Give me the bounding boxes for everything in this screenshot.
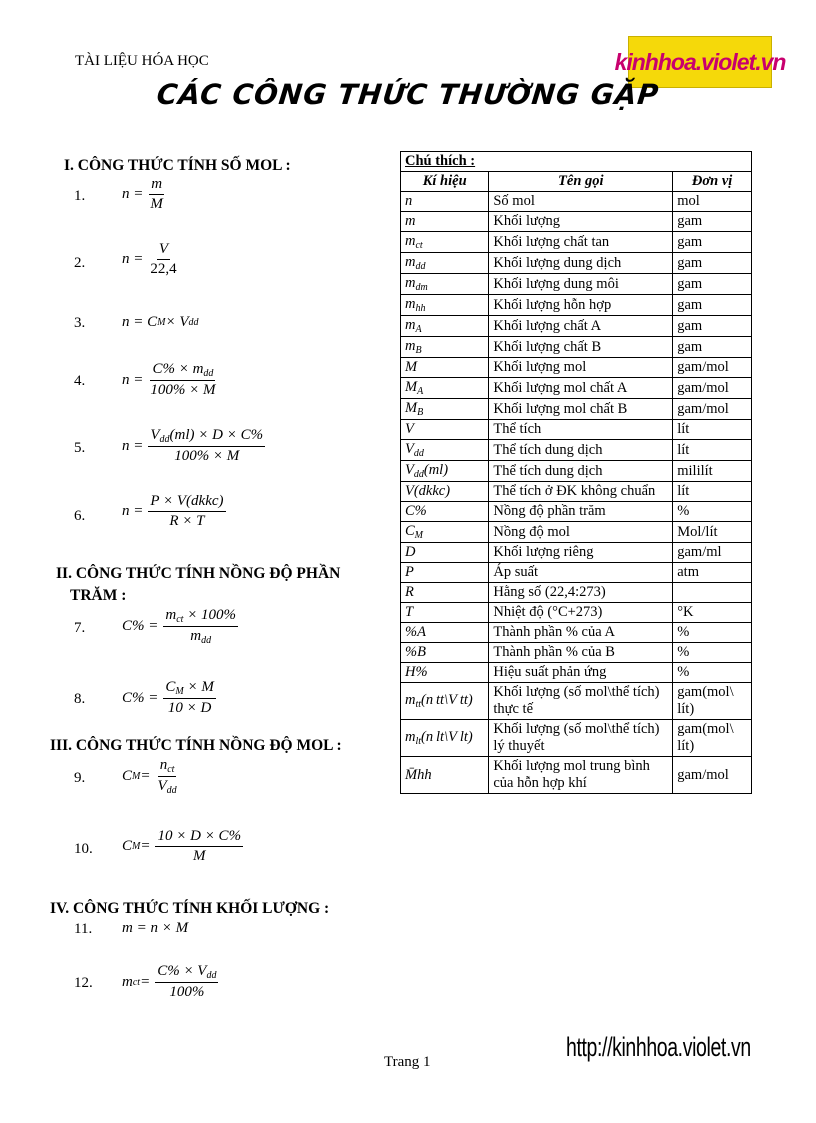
legend-unit: gam/mol bbox=[673, 358, 752, 378]
legend-symbol: T bbox=[401, 603, 489, 623]
legend-symbol: M̄hh bbox=[401, 757, 489, 794]
legend-symbol: $m_{lt}(n$ lt\V lt) bbox=[401, 720, 489, 757]
table-row bbox=[401, 583, 752, 603]
logo-text: kinhhoa.violet.vn bbox=[614, 48, 786, 75]
legend-symbol: $m_{hh}$ bbox=[401, 295, 489, 316]
legend-symbol: $V_{dd}$ bbox=[401, 440, 489, 461]
legend-name: Áp suất bbox=[489, 563, 673, 583]
table-row bbox=[401, 378, 752, 399]
formula-7: C% = $\frac{m_{ct} \times 100\%}{m_{dd}}$ bbox=[122, 607, 237, 646]
table-row bbox=[401, 399, 752, 420]
table-row bbox=[401, 420, 752, 440]
legend-name: Khối lượng mol trung bình của hỗn hợp khí bbox=[489, 757, 673, 794]
legend-unit: gam/mol bbox=[673, 399, 752, 420]
legend-symbol: %B bbox=[401, 643, 489, 663]
formula-11: m = n × M bbox=[122, 920, 189, 936]
table-row bbox=[401, 192, 752, 212]
legend-name: Thể tích ở ĐK không chuẩn bbox=[489, 482, 673, 502]
legend-symbol: $V_{dd}(ml)$ bbox=[401, 461, 489, 482]
formula-number: 10. bbox=[74, 841, 93, 857]
formula-1: n = $\frac{m}{M}$ bbox=[122, 176, 163, 212]
legend-symbol: P bbox=[401, 563, 489, 583]
legend-symbol: H% bbox=[401, 663, 489, 683]
table-row bbox=[401, 522, 752, 543]
legend-symbol: D bbox=[401, 543, 489, 563]
table-row bbox=[401, 663, 752, 683]
table-row bbox=[401, 720, 752, 757]
legend-unit: mol bbox=[673, 192, 752, 212]
table-row bbox=[401, 482, 752, 502]
legend-symbol: $m_{ct}$ bbox=[401, 232, 489, 253]
legend-name: Thể tích dung dịch bbox=[489, 440, 673, 461]
formula-8: C% = $\frac{C_M \times M}{10 \times D}$ bbox=[122, 679, 214, 716]
legend-unit: Mol/lít bbox=[673, 522, 752, 543]
header-symbol: Kí hiệu bbox=[401, 172, 489, 192]
table-row bbox=[401, 603, 752, 623]
legend-symbol: C% bbox=[401, 502, 489, 522]
legend-symbol: R bbox=[401, 583, 489, 603]
legend-unit: gam(mol\ lít) bbox=[673, 683, 752, 720]
table-row bbox=[401, 358, 752, 378]
legend-symbol: $m_{dm}$ bbox=[401, 274, 489, 295]
document-label: TÀI LIỆU HÓA HỌC bbox=[75, 53, 209, 69]
legend-name: Khối lượng mol bbox=[489, 358, 673, 378]
formula-number: 8. bbox=[74, 691, 86, 707]
table-row bbox=[401, 543, 752, 563]
page-number: Trang 1 bbox=[384, 1054, 431, 1070]
table-row bbox=[401, 316, 752, 337]
header-unit: Đơn vị bbox=[673, 172, 752, 192]
legend-symbol: $m_{tt}(n$ tt\V tt) bbox=[401, 683, 489, 720]
legend-unit: lít bbox=[673, 482, 752, 502]
legend-name: Khối lượng chất A bbox=[489, 316, 673, 337]
table-row bbox=[401, 623, 752, 643]
legend-name: Thể tích bbox=[489, 420, 673, 440]
formula-number: 3. bbox=[74, 315, 86, 331]
legend-symbol: $m_B$ bbox=[401, 337, 489, 358]
formula-9: C M = $\frac{n_{ct}}{V_{dd}}$ bbox=[122, 757, 177, 796]
legend-title: Chú thích : bbox=[401, 152, 752, 172]
table-row bbox=[401, 683, 752, 720]
legend-unit: gam bbox=[673, 232, 752, 253]
page-title: CÁC CÔNG THỨC THƯỜNG GẶP bbox=[155, 78, 661, 111]
legend-name: Thành phần % của A bbox=[489, 623, 673, 643]
legend-name: Khối lượng chất tan bbox=[489, 232, 673, 253]
legend-unit: gam bbox=[673, 337, 752, 358]
legend-table bbox=[400, 151, 752, 794]
legend-name: Khối lượng hỗn hợp bbox=[489, 295, 673, 316]
legend-unit: gam bbox=[673, 295, 752, 316]
legend-unit: % bbox=[673, 663, 752, 683]
formula-2: n = $\frac{V}{22,4}$ bbox=[122, 241, 177, 277]
site-url-link[interactable]: http://kinhhoa.violet.vn bbox=[566, 1032, 751, 1062]
legend-symbol: $M_A$ bbox=[401, 378, 489, 399]
formula-number: 1. bbox=[74, 188, 86, 204]
legend-unit: °K bbox=[673, 603, 752, 623]
formula-number: 4. bbox=[74, 373, 86, 389]
legend-unit: gam bbox=[673, 316, 752, 337]
legend-name: Thể tích dung dịch bbox=[489, 461, 673, 482]
table-row bbox=[401, 295, 752, 316]
legend-name: Khối lượng dung dịch bbox=[489, 253, 673, 274]
section-heading-percent-cont: TRĂM : bbox=[70, 587, 127, 604]
table-row bbox=[401, 337, 752, 358]
legend-symbol: $m_A$ bbox=[401, 316, 489, 337]
legend-unit bbox=[673, 583, 752, 603]
legend-unit: gam/ml bbox=[673, 543, 752, 563]
legend-name: Khối lượng mol chất A bbox=[489, 378, 673, 399]
legend-name: Khối lượng dung môi bbox=[489, 274, 673, 295]
legend-symbol: $m_{dd}$ bbox=[401, 253, 489, 274]
section-heading-molarity: III. CÔNG THỨC TÍNH NỒNG ĐỘ MOL : bbox=[50, 737, 342, 754]
table-row bbox=[401, 212, 752, 232]
section-heading-mass: IV. CÔNG THỨC TÍNH KHỐI LƯỢNG : bbox=[50, 900, 330, 917]
legend-name: Khối lượng (số mol\thể tích) lý thuyết bbox=[489, 720, 673, 757]
legend-symbol: M bbox=[401, 358, 489, 378]
table-row bbox=[401, 274, 752, 295]
legend-unit: gam(mol\ lít) bbox=[673, 720, 752, 757]
legend-name: Nồng độ mol bbox=[489, 522, 673, 543]
formula-number: 2. bbox=[74, 255, 86, 271]
legend-name: Khối lượng chất B bbox=[489, 337, 673, 358]
legend-name: Số mol bbox=[489, 192, 673, 212]
legend-symbol: m bbox=[401, 212, 489, 232]
legend-name: Nhiệt độ (°C+273) bbox=[489, 603, 673, 623]
table-row bbox=[401, 643, 752, 663]
legend-name: Khối lượng bbox=[489, 212, 673, 232]
legend-unit: gam bbox=[673, 253, 752, 274]
table-row bbox=[401, 502, 752, 522]
legend-unit: gam bbox=[673, 212, 752, 232]
legend-symbol: n bbox=[401, 192, 489, 212]
legend-symbol: $C_M$ bbox=[401, 522, 489, 543]
legend-name: Thành phần % của B bbox=[489, 643, 673, 663]
formula-3: n = C M × V dd bbox=[122, 314, 199, 330]
formula-4: n = $\frac{C\% \times m_{dd}}{100\% \times M}$ bbox=[122, 361, 216, 398]
table-row bbox=[401, 232, 752, 253]
table-row bbox=[401, 563, 752, 583]
formula-number: 9. bbox=[74, 770, 86, 786]
legend-unit: lít bbox=[673, 440, 752, 461]
legend-symbol: $M_B$ bbox=[401, 399, 489, 420]
legend-unit: % bbox=[673, 502, 752, 522]
formula-number: 12. bbox=[74, 975, 93, 991]
legend-unit: gam bbox=[673, 274, 752, 295]
legend-unit: % bbox=[673, 643, 752, 663]
formula-number: 7. bbox=[74, 620, 86, 636]
table-row bbox=[401, 461, 752, 482]
legend-unit: atm bbox=[673, 563, 752, 583]
legend-symbol: V bbox=[401, 420, 489, 440]
legend-unit: gam/mol bbox=[673, 378, 752, 399]
section-heading-percent: II. CÔNG THỨC TÍNH NỒNG ĐỘ PHẦN bbox=[56, 565, 341, 582]
section-heading-mol: I. CÔNG THỨC TÍNH SỐ MOL : bbox=[64, 157, 291, 174]
formula-number: 5. bbox=[74, 440, 86, 456]
legend-name: Nồng độ phần trăm bbox=[489, 502, 673, 522]
formula-10: C M = $\frac{10 \times D \times C\%}{M}$ bbox=[122, 828, 242, 864]
legend-unit: lít bbox=[673, 420, 752, 440]
legend-unit: mililít bbox=[673, 461, 752, 482]
legend-name: Khối lượng riêng bbox=[489, 543, 673, 563]
table-row bbox=[401, 253, 752, 274]
table-row bbox=[401, 757, 752, 794]
table-row bbox=[401, 440, 752, 461]
formula-6: n = $\frac{\text{P × V(dkkc)}}{R \times T}$ bbox=[122, 493, 224, 529]
legend-body bbox=[401, 192, 752, 794]
legend-symbol: V(dkkc) bbox=[401, 482, 489, 502]
formula-number: 6. bbox=[74, 508, 86, 524]
legend-unit: % bbox=[673, 623, 752, 643]
legend-name: Khối lượng (số mol\thể tích) thực tế bbox=[489, 683, 673, 720]
legend-name: Khối lượng mol chất B bbox=[489, 399, 673, 420]
formula-5: n = $\frac{V_{dd}(ml) \times D \times C\%}{100\% \times M}$ bbox=[122, 427, 264, 464]
formula-number: 11. bbox=[74, 921, 93, 937]
legend-unit: gam/mol bbox=[673, 757, 752, 794]
header-name: Tên gọi bbox=[489, 172, 673, 192]
legend-name: Hằng số (22,4:273) bbox=[489, 583, 673, 603]
formula-12: m ct = $\frac{C\% \times V_{dd}}{100\%}$ bbox=[122, 963, 217, 1000]
legend-symbol: %A bbox=[401, 623, 489, 643]
legend-name: Hiệu suất phản ứng bbox=[489, 663, 673, 683]
